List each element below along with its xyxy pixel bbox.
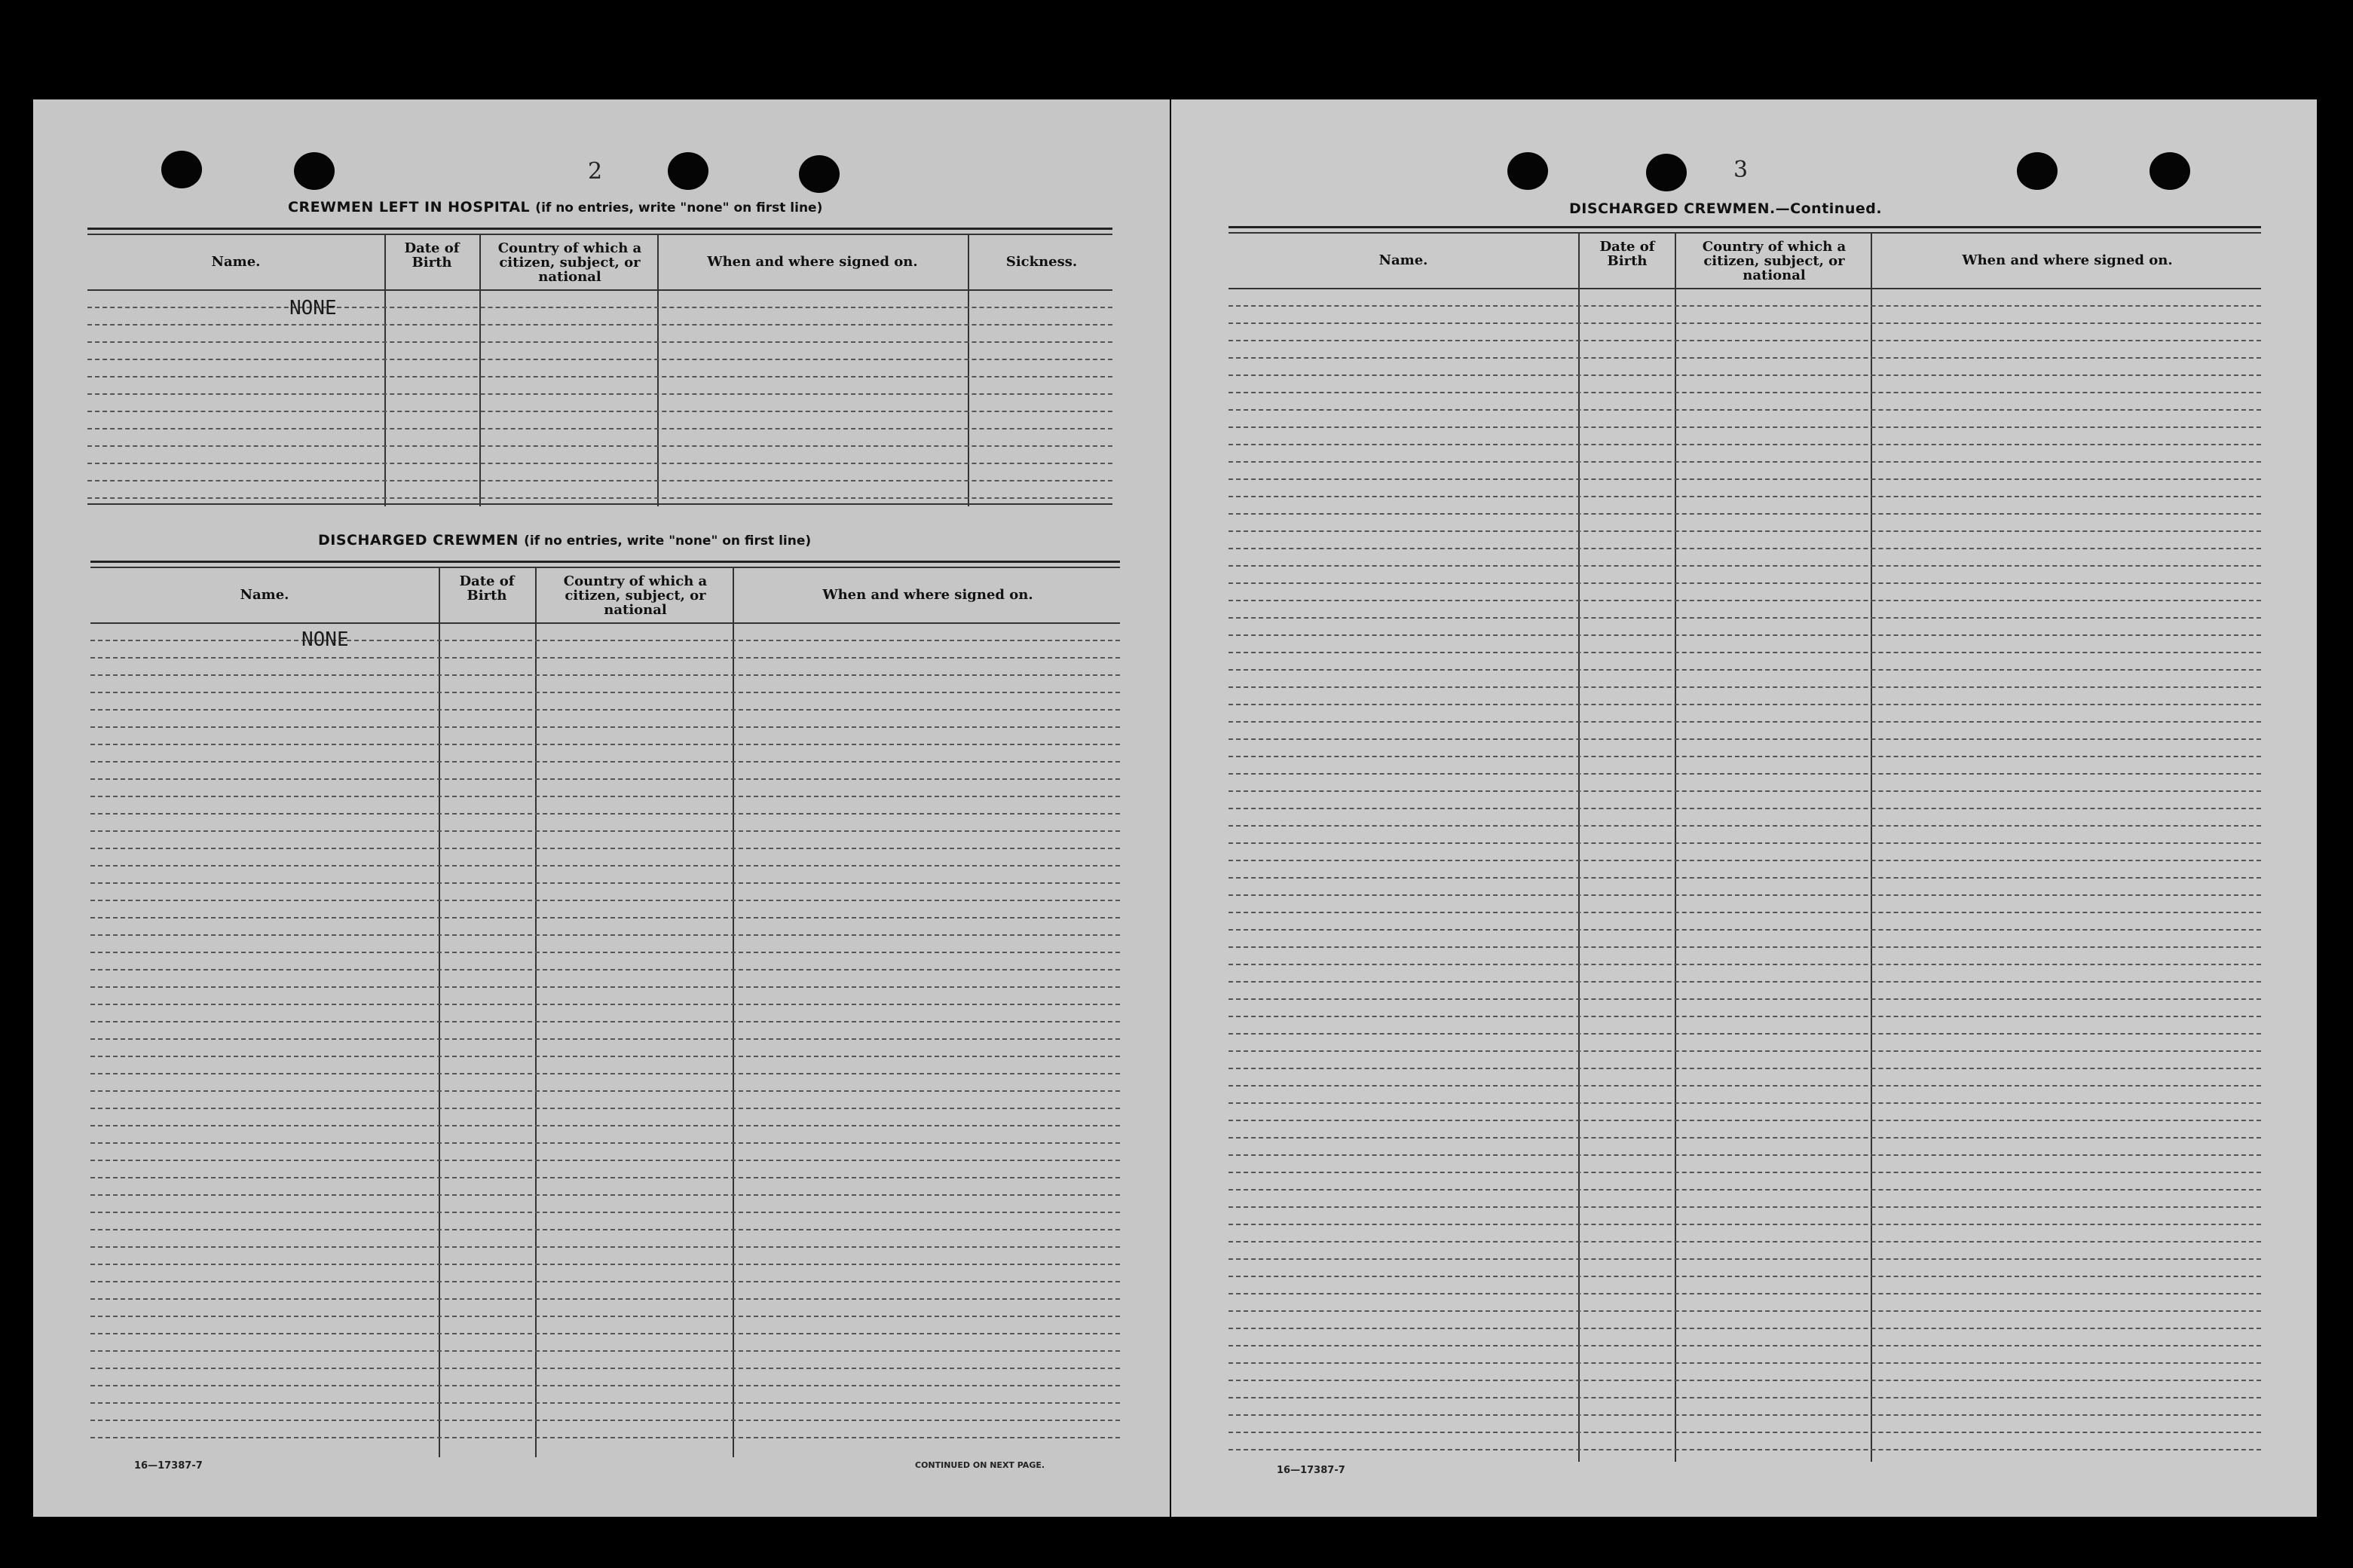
- ruled-line: [1229, 1068, 2261, 1069]
- ruled-line: [1229, 1172, 2261, 1173]
- form-number: 16—17387-7: [1277, 1465, 1345, 1476]
- ruled-line: [90, 1038, 1120, 1040]
- header-date-of-birth: Date of Birth: [404, 240, 460, 271]
- ruled-line: [90, 1021, 1120, 1022]
- header-name: Name.: [1378, 252, 1428, 268]
- ruled-line: [1229, 409, 2261, 411]
- ruled-line: [90, 1298, 1120, 1300]
- table-rule: [87, 228, 1112, 230]
- ruled-line: [90, 1420, 1120, 1421]
- right-page: [1171, 99, 2317, 1517]
- ruled-line: [87, 341, 1112, 343]
- ruled-line: [1229, 1380, 2261, 1381]
- ruled-line: [1229, 600, 2261, 601]
- header-date-of-birth: Date of Birth: [459, 573, 515, 604]
- ruled-line: [1229, 773, 2261, 775]
- ruled-line: [90, 1090, 1120, 1092]
- ruled-line: [1229, 582, 2261, 584]
- ruled-line: [90, 865, 1120, 867]
- ruled-line: [90, 848, 1120, 849]
- punch-hole: [161, 151, 202, 188]
- ruled-line: [1229, 1310, 2261, 1312]
- hospital-title-text: CREWMEN LEFT IN HOSPITAL: [288, 199, 531, 215]
- ruled-line: [1229, 877, 2261, 879]
- ruled-line: [1229, 1206, 2261, 1208]
- ruled-line: [90, 882, 1120, 884]
- ruled-line: [90, 952, 1120, 953]
- header-sickness: Sickness.: [1005, 254, 1078, 270]
- ruled-line: [1229, 929, 2261, 931]
- ruled-line: [1229, 1449, 2261, 1450]
- ruled-line: [90, 778, 1120, 780]
- table-rows: [90, 622, 1120, 1457]
- ruled-line: [1229, 1189, 2261, 1191]
- ruled-line: [90, 674, 1120, 676]
- discharged-section-title: [318, 532, 811, 549]
- header-country: Country of which a citizen, subject, or national: [563, 573, 708, 618]
- ruled-line: [90, 1177, 1120, 1178]
- table-rule: [90, 561, 1120, 563]
- header-name: Name.: [211, 254, 261, 270]
- ruled-line: [1229, 721, 2261, 723]
- ruled-line: [90, 1142, 1120, 1144]
- ruled-line: [1229, 652, 2261, 653]
- ruled-line: [1229, 1016, 2261, 1017]
- ruled-line: [1229, 790, 2261, 792]
- table-rule: [1229, 226, 2261, 228]
- ruled-line: [1229, 392, 2261, 393]
- ruled-line: [87, 376, 1112, 377]
- ruled-line: [90, 1004, 1120, 1005]
- ruled-line: [87, 445, 1112, 447]
- discharged-instruction: (if no entries, write "none" on first line): [524, 533, 812, 549]
- ruled-line: [90, 900, 1120, 901]
- header-signed-on: When and where signed on.: [822, 587, 1033, 603]
- ruled-line: [90, 917, 1120, 918]
- discharged-continued-table: [1229, 226, 2261, 1462]
- ruled-line: [1229, 1328, 2261, 1329]
- ruled-line: [1229, 669, 2261, 671]
- punch-hole: [668, 152, 708, 190]
- header-signed-on: When and where signed on.: [1962, 252, 2173, 268]
- ruled-line: [1229, 1120, 2261, 1121]
- hospital-entry-none: NONE: [289, 297, 337, 319]
- ruled-line: [1229, 444, 2261, 445]
- continued-note: CONTINUED ON NEXT PAGE.: [915, 1460, 1045, 1470]
- ruled-line: [1229, 461, 2261, 463]
- ruled-line: [90, 1073, 1120, 1074]
- ruled-line: [1229, 1362, 2261, 1364]
- ruled-line: [1229, 756, 2261, 757]
- header-date-of-birth: Date of Birth: [1599, 239, 1655, 269]
- ruled-line: [90, 796, 1120, 797]
- punch-hole: [1507, 152, 1548, 190]
- ruled-line: [1229, 530, 2261, 532]
- table-rule: [87, 234, 1112, 235]
- ruled-line: [1229, 322, 2261, 324]
- ruled-line: [87, 428, 1112, 429]
- ruled-line: [1229, 842, 2261, 844]
- table-bottom-rule: [87, 503, 1112, 505]
- ruled-line: [90, 761, 1120, 763]
- ruled-line: [1229, 1085, 2261, 1087]
- ruled-line: [1229, 1397, 2261, 1398]
- ruled-line: [90, 1350, 1120, 1352]
- punch-hole: [1646, 154, 1687, 191]
- header-country: Country of which a citizen, subject, or national: [497, 240, 642, 285]
- ruled-line: [1229, 1258, 2261, 1260]
- discharged-table: [90, 561, 1120, 1457]
- header-signed-on: When and where signed on.: [707, 254, 918, 270]
- ruled-line: [90, 1368, 1120, 1369]
- ruled-line: [1229, 340, 2261, 341]
- ruled-line: [90, 640, 1120, 641]
- ruled-line: [1229, 1241, 2261, 1242]
- ruled-line: [90, 692, 1120, 693]
- ruled-line: [1229, 704, 2261, 705]
- ruled-line: [90, 830, 1120, 832]
- ruled-line: [1229, 496, 2261, 497]
- ruled-line: [90, 1160, 1120, 1161]
- ruled-line: [1229, 964, 2261, 965]
- table-rule: [1229, 232, 2261, 234]
- ruled-line: [1229, 1154, 2261, 1156]
- ruled-line: [1229, 548, 2261, 549]
- form-number: 16—17387-7: [134, 1460, 203, 1472]
- ruled-line: [90, 1316, 1120, 1317]
- ruled-line: [1229, 946, 2261, 948]
- ruled-line: [90, 1437, 1120, 1438]
- ruled-line: [1229, 1432, 2261, 1433]
- ruled-line: [87, 359, 1112, 360]
- ruled-line: [90, 1281, 1120, 1282]
- ruled-line: [90, 709, 1120, 711]
- punch-hole: [2017, 152, 2058, 190]
- ruled-line: [90, 1212, 1120, 1213]
- ruled-line: [90, 657, 1120, 659]
- page-number: 3: [1733, 157, 1749, 183]
- ruled-line: [90, 934, 1120, 936]
- ruled-line: [1229, 426, 2261, 428]
- discharged-title-text: DISCHARGED CREWMEN: [318, 532, 519, 549]
- punch-hole: [294, 152, 335, 190]
- continued-section-title: DISCHARGED CREWMEN.—Continued.: [1569, 200, 1883, 217]
- ruled-line: [90, 1056, 1120, 1057]
- ruled-line: [1229, 1345, 2261, 1346]
- ruled-line: [1229, 860, 2261, 861]
- ruled-line: [1229, 357, 2261, 359]
- page-number: 2: [588, 158, 603, 185]
- ruled-line: [87, 480, 1112, 481]
- ruled-line: [1229, 305, 2261, 307]
- ruled-line: [1229, 1137, 2261, 1139]
- header-name: Name.: [240, 587, 289, 603]
- ruled-line: [90, 813, 1120, 815]
- ruled-line: [1229, 981, 2261, 983]
- hospital-instruction: (if no entries, write "none" on first line): [535, 200, 823, 215]
- ruled-line: [87, 497, 1112, 499]
- header-country: Country of which a citizen, subject, or national: [1702, 239, 1847, 283]
- punch-hole: [2150, 152, 2190, 190]
- ruled-line: [90, 986, 1120, 988]
- table-rows: [87, 289, 1112, 506]
- punch-hole: [799, 155, 840, 193]
- ruled-line: [1229, 825, 2261, 827]
- ruled-line: [90, 1402, 1120, 1404]
- ruled-line: [90, 1264, 1120, 1265]
- ruled-line: [1229, 634, 2261, 636]
- ruled-line: [90, 1385, 1120, 1386]
- ruled-line: [90, 1125, 1120, 1126]
- left-page: [33, 99, 1170, 1517]
- ruled-line: [1229, 808, 2261, 809]
- ruled-line: [90, 1229, 1120, 1230]
- ruled-line: [90, 969, 1120, 970]
- ruled-line: [90, 1108, 1120, 1109]
- ruled-line: [1229, 1276, 2261, 1277]
- ruled-line: [1229, 565, 2261, 567]
- ruled-line: [1229, 1033, 2261, 1035]
- ruled-line: [1229, 1293, 2261, 1294]
- ruled-line: [1229, 374, 2261, 376]
- ruled-line: [87, 463, 1112, 464]
- ruled-line: [1229, 998, 2261, 1000]
- hospital-section-title: [288, 199, 822, 215]
- ruled-line: [87, 324, 1112, 326]
- ruled-line: [90, 1194, 1120, 1196]
- ruled-line: [90, 1246, 1120, 1248]
- ruled-line: [90, 1333, 1120, 1334]
- ruled-line: [1229, 478, 2261, 480]
- ruled-line: [90, 726, 1120, 728]
- ruled-line: [1229, 1050, 2261, 1052]
- ruled-line: [1229, 1414, 2261, 1416]
- ruled-line: [1229, 513, 2261, 515]
- ruled-line: [1229, 617, 2261, 619]
- table-rule: [90, 567, 1120, 568]
- hospital-table: [87, 228, 1112, 506]
- ruled-line: [1229, 1224, 2261, 1225]
- ruled-line: [1229, 738, 2261, 740]
- table-rows: [1229, 288, 2261, 1462]
- ruled-line: [87, 411, 1112, 412]
- discharged-entry-none: NONE: [301, 628, 349, 651]
- ruled-line: [87, 307, 1112, 308]
- ruled-line: [1229, 894, 2261, 896]
- ruled-line: [87, 393, 1112, 395]
- ruled-line: [90, 744, 1120, 745]
- ruled-line: [1229, 1102, 2261, 1104]
- ruled-line: [1229, 686, 2261, 688]
- ruled-line: [1229, 912, 2261, 913]
